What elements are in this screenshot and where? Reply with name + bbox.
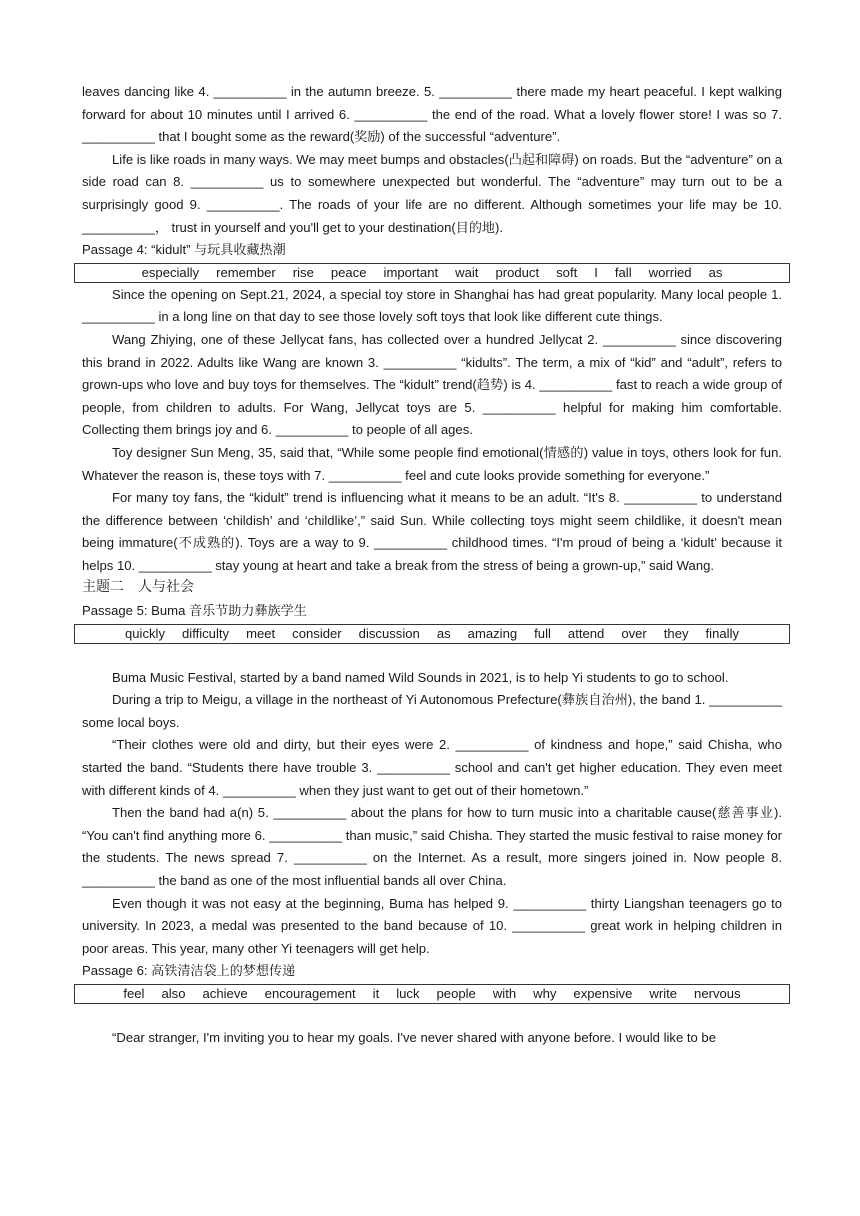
passage5-paragraph: Even though it was not easy at the beginning, Buma has helped 9. __________ thirty Liangshan teenagers go to university. In 2023, a medal was presented to the band because of 10. __________ great work in helping children in poor areas. This year, many other Yi teenagers will get help. — [82, 895, 782, 956]
passage6-paragraph: “Dear stranger, I'm inviting you to hear my goals. I've never shared with anyone before. I would like to be — [112, 1029, 716, 1045]
passage6-title: Passage 6: 高铁清洁袋上的梦想传递 — [82, 963, 296, 979]
word-bank-item: wait — [455, 265, 479, 281]
word-bank-item: encouragement — [264, 986, 356, 1002]
word-bank-item: nervous — [694, 986, 741, 1002]
word-bank-item: achieve — [202, 986, 248, 1002]
topic-heading: 主题二 人与社会 — [82, 580, 194, 596]
passage5-paragraph: Buma Music Festival, started by a band named Wild Sounds in 2021, is to help Yi students to go to school. — [112, 669, 729, 685]
word-bank-item: peace — [330, 265, 367, 281]
word-bank-item: people — [436, 986, 476, 1002]
word-bank-item: write — [649, 986, 678, 1002]
passage4-paragraph: Toy designer Sun Meng, 35, said that, “While some people find emotional(情感的) value in toys, others look for fun. Whatever the reason is, these toys with 7. __________ feel and cute looks provide something for everyone.” — [82, 444, 782, 483]
word-bank-item: finally — [705, 626, 740, 642]
word-bank-item: luck — [396, 986, 420, 1002]
passage5-title: Passage 5: Buma 音乐节助力彝族学生 — [82, 603, 307, 619]
word-bank-item: important — [383, 265, 439, 281]
word-bank-item: meet — [246, 626, 276, 642]
word-bank-item: discussion — [358, 626, 420, 642]
word-bank-item: rise — [292, 265, 314, 281]
passage4-paragraph: Since the opening on Sept.21, 2024, a special toy store in Shanghai has had great popularity. Many local people 1. __________ in a long line on that day to see those lovely soft toys that look like different cute things. — [82, 286, 782, 325]
word-bank-item: as — [708, 265, 723, 281]
word-bank-item: soft — [556, 265, 578, 281]
passage6-word-bank — [74, 984, 790, 1004]
word-bank-item: I — [594, 265, 598, 281]
word-bank-item: product — [495, 265, 540, 281]
word-bank-item: it — [372, 986, 380, 1002]
passage5-paragraph: Then the band had a(n) 5. __________ about the plans for how to turn music into a charitable cause(慈善事业). “You can't find anything more 6. __________ than music,” said Chisha. They started the music festival to raise money for the students. The news spread 7. __________ on the Internet. As a result, more singers joined in. Now people 8. __________ the band as one of the most influential bands all over China. — [82, 805, 782, 888]
word-bank-item: as — [436, 626, 451, 642]
word-bank-item: why — [533, 986, 557, 1002]
word-bank-item: remember — [216, 265, 276, 281]
word-bank-item: fall — [614, 265, 632, 281]
word-bank-item: difficulty — [182, 626, 230, 642]
word-bank-item: especially — [141, 265, 200, 281]
passage5-paragraph: “Their clothes were old and dirty, but their eyes were 2. __________ of kindness and hope,” said Chisha, who started the band. “Students there have trouble 3. __________ school and can't get higher education. They even meet with different kinds of 4. __________ when they just want to get out of their hometown.” — [82, 737, 782, 798]
word-bank-item: amazing — [467, 626, 518, 642]
word-bank-item: feel — [123, 986, 145, 1002]
passage4-title: Passage 4: “kidult” 与玩具收藏热潮 — [82, 242, 286, 258]
passage5-paragraph: During a trip to Meigu, a village in the northeast of Yi Autonomous Prefecture(彝族自治州), the band 1. __________ some local boys. — [82, 692, 782, 730]
word-bank-item: also — [161, 986, 186, 1002]
word-bank-item: expensive — [573, 986, 633, 1002]
word-bank-item: consider — [292, 626, 342, 642]
passage4-paragraph: For many toy fans, the “kidult” trend is influencing what it means to be an adult. “It's 8. __________ to understand the difference between ‘childish’ and ‘childlike’,” said Sun. While collecting toys might seem childlike, it doesn't mean being immature(不成熟的). Toys are a way to 9. __________ childhood times. “I'm proud of being a ‘kidult’ because it helps 10. __________ stay young at heart and take a break from the stress of being a grown-up,” said Wang. — [82, 490, 782, 573]
passage4-paragraph: Wang Zhiying, one of these Jellycat fans, has collected over a hundred Jellycat 2. __________ since discovering this brand in 2022. Adults like Wang are known 3. __________ “kidults”. The term, a mix of “kid” and “adult”, refers to grown-ups who love and buy toys for themselves. The “kidult” trend(趋势) is 4. __________ fast to reach a wide group of people, from children to adults. For Wang, Jellycat toys are 5. __________ helpful for making him comfortable. Collecting them brings joy and 6. __________ to people of all ages. — [82, 331, 782, 438]
word-bank-item: quickly — [124, 626, 165, 642]
word-bank-item: they — [663, 626, 689, 642]
document-page — [82, 81, 782, 1050]
blank-spacer — [82, 1005, 782, 1027]
word-bank-item: full — [534, 626, 551, 642]
word-bank-item: worried — [648, 265, 692, 281]
passage3-paragraph: Life is like roads in many ways. We may meet bumps and obstacles(凸起和障碍) on roads. But the “adventure” on a side road can 8. __________ us to somewhere unexpected but wonderful. The “adventure” may turn out to be a surprisingly good 9. __________. The roads of your life are no different. Although sometimes your life may be 10. __________， trust in yourself and you'll get to your destination(目的地). — [82, 151, 782, 235]
passage5-word-bank — [74, 624, 790, 644]
blank-spacer — [82, 645, 782, 667]
word-bank-item: with — [492, 986, 517, 1002]
passage4-word-bank — [74, 263, 790, 283]
passage3-paragraph: leaves dancing like 4. __________ in the autumn breeze. 5. __________ there made my heart peaceful. I kept walking forward for about 10 minutes until I arrived 6. __________ the end of the road. What a lovely flower store! I was so 7. __________ that I bought some as the reward(奖励) of the successful “adventure”. — [82, 84, 782, 145]
word-bank-item: attend — [567, 626, 605, 642]
word-bank-item: over — [621, 626, 647, 642]
